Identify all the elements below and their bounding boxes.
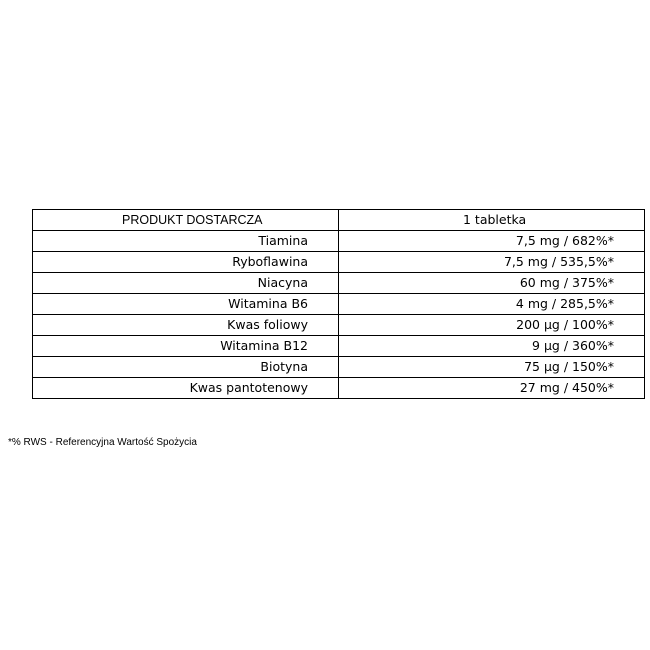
nutrient-value: 75 µg / 150%* <box>339 357 645 378</box>
table-header-row <box>33 210 645 231</box>
nutrient-name: Ryboflawina <box>33 252 339 273</box>
nutrition-table <box>32 209 645 399</box>
table-row <box>33 294 645 315</box>
nutrient-value: 60 mg / 375%* <box>339 273 645 294</box>
nutrient-name: Kwas foliowy <box>33 315 339 336</box>
table-row <box>33 378 645 399</box>
nutrient-value: 7,5 mg / 535,5%* <box>339 252 645 273</box>
nutrient-value: 200 µg / 100%* <box>339 315 645 336</box>
table-row <box>33 273 645 294</box>
rws-footnote: *% RWS - Referencyjna Wartość Spożycia <box>8 437 197 448</box>
nutrient-value: 9 µg / 360%* <box>339 336 645 357</box>
nutrient-name: Witamina B12 <box>33 336 339 357</box>
nutrient-value: 27 mg / 450%* <box>339 378 645 399</box>
nutrient-name: Witamina B6 <box>33 294 339 315</box>
header-product-provides: PRODUKT DOSTARCZA <box>33 210 339 231</box>
table-row <box>33 336 645 357</box>
nutrient-name: Tiamina <box>33 231 339 252</box>
table-row <box>33 357 645 378</box>
nutrient-name: Biotyna <box>33 357 339 378</box>
nutrient-name: Niacyna <box>33 273 339 294</box>
table-row <box>33 231 645 252</box>
table-row <box>33 252 645 273</box>
nutrient-name: Kwas pantotenowy <box>33 378 339 399</box>
header-serving: 1 tabletka <box>339 210 645 231</box>
nutrient-value: 4 mg / 285,5%* <box>339 294 645 315</box>
table-row <box>33 315 645 336</box>
nutrient-value: 7,5 mg / 682%* <box>339 231 645 252</box>
